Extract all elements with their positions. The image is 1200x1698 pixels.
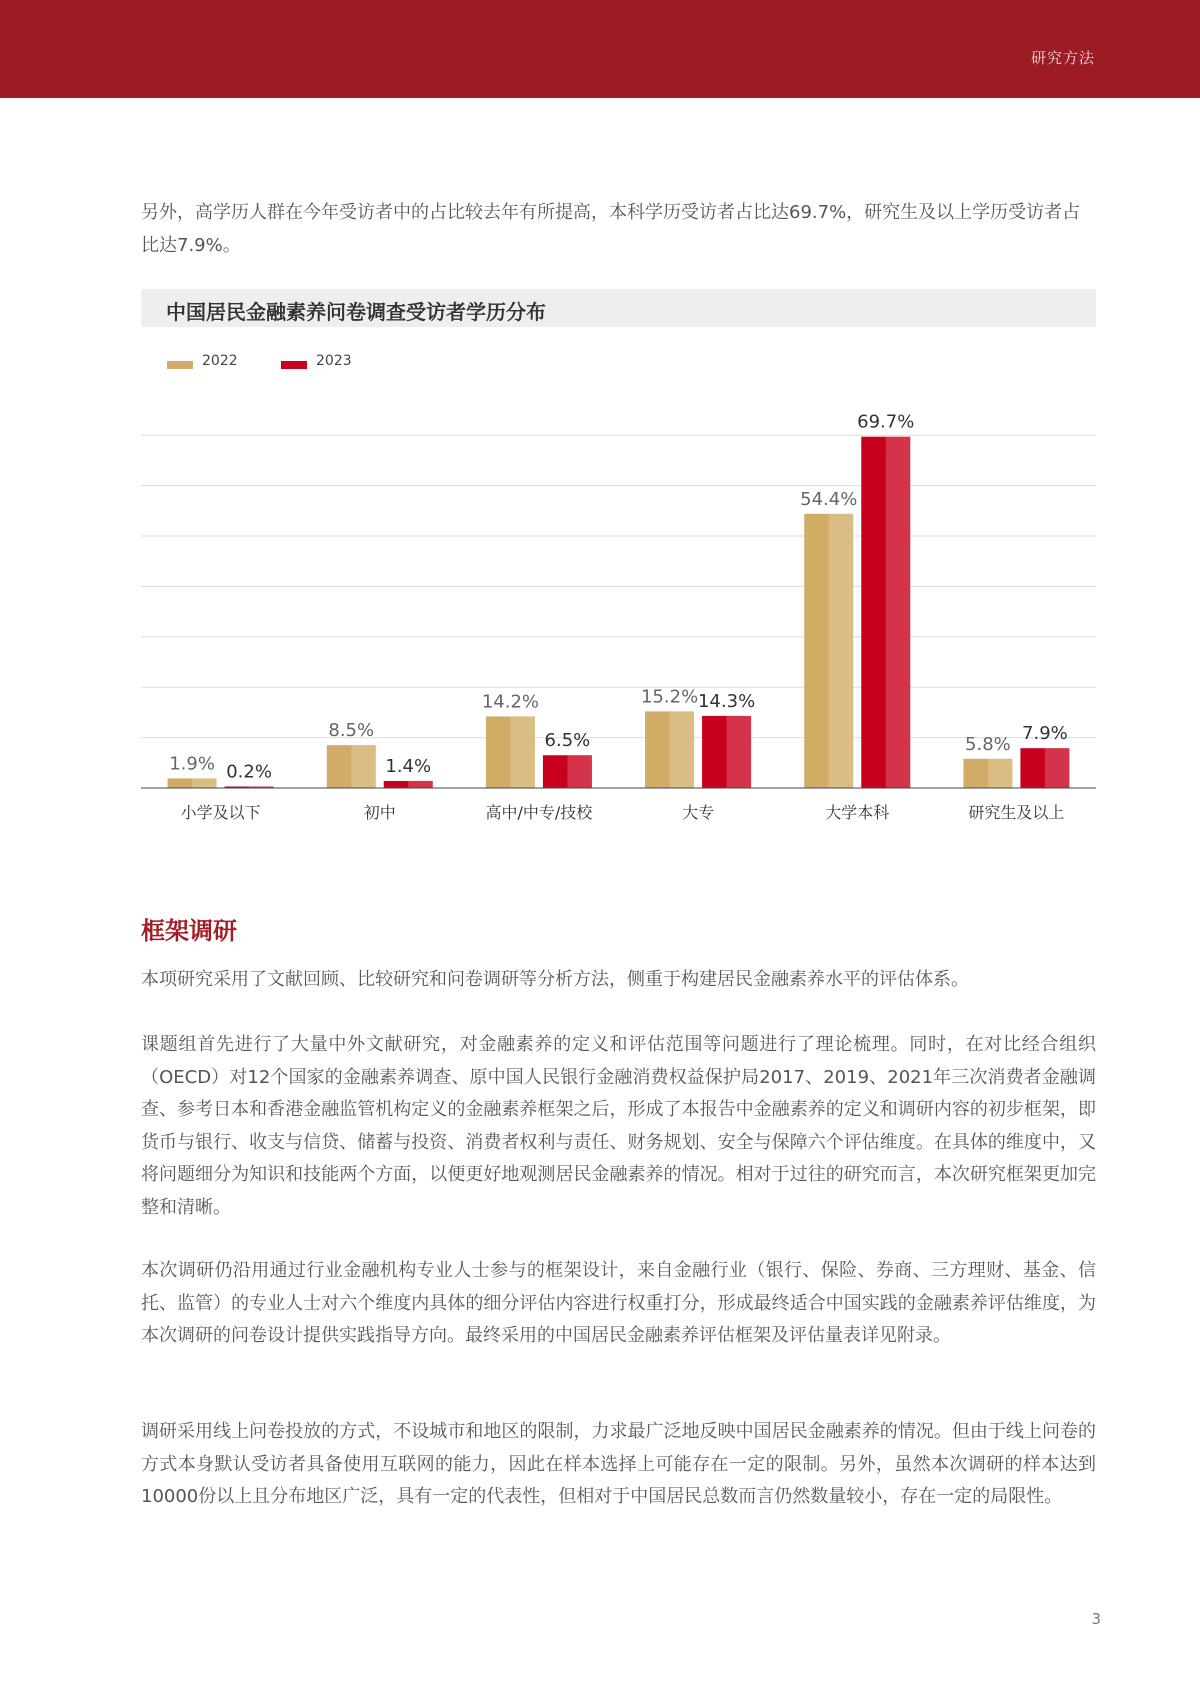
- bar-highlight-2023: [727, 716, 752, 788]
- bar-highlight-2022: [988, 759, 1013, 788]
- intro-paragraph: 另外，高学历人群在今年受访者中的占比较去年有所提高，本科学历受访者占比达69.7%，研究生及以上学历受访者占比达7.9%。: [141, 202, 1081, 256]
- data-label-2023: 1.4%: [385, 755, 432, 777]
- data-label-2022: 15.2%: [640, 686, 699, 708]
- legend-label-2022: 2022: [202, 353, 238, 369]
- bar-highlight-2023: [408, 781, 433, 788]
- bar-highlight-2022: [192, 778, 217, 788]
- chart-title-bar: [141, 289, 1096, 327]
- bar-highlight-2023: [1045, 748, 1070, 788]
- bar-highlight-2023: [567, 755, 592, 788]
- section-paragraph-1: 本项研究采用了文献回顾、比较研究和问卷调研等分析方法，侧重于构建居民金融素养水平的评估体系。: [141, 969, 969, 990]
- x-tick-label: 初中: [363, 803, 396, 822]
- education-bar-chart: [0, 380, 1200, 840]
- data-label-2022: 54.4%: [800, 488, 858, 510]
- section-paragraph-2: 课题组首先进行了大量中外文献研究，对金融素养的定义和评估范围等问题进行了理论梳理。同时，在对比经合组织（OECD）对12个国家的金融素养调查、原中国人民银行金融消费权益保护局2017、2019、2021年三次消费者金融调查、参考日本和香港金融监管机构定义的金融素养框架之后，形成了本报告中金融素养的定义和调研内容的初步框架，即货币与银行、收支与信贷、储蓄与投资、消费者权利与责任、财务规划、安全与保障六个评估维度。在具体的维度中，又将问题细分为知识和技能两个方面，以便更好地观测居民金融素养的情况。相对于过往的研究而言，本次研究框架更加完整和清晰。: [141, 1034, 1096, 1218]
- chart-title: 中国居民金融素养问卷调查受访者学历分布: [166, 300, 546, 324]
- x-tick-label: 高中/中专/技校: [485, 803, 593, 822]
- data-label-2023: 6.5%: [544, 730, 591, 752]
- data-label-2022: 1.9%: [169, 753, 215, 775]
- bar-highlight-2022: [670, 711, 695, 788]
- x-tick-label: 研究生及以上: [968, 803, 1065, 822]
- x-tick-label: 小学及以下: [180, 803, 261, 822]
- legend-swatch-2023: [281, 361, 307, 369]
- section-label: 研究方法: [1030, 49, 1095, 67]
- bar-highlight-2022: [510, 716, 534, 788]
- bar-highlight-2022: [829, 514, 854, 788]
- page-number: 3: [1091, 1610, 1101, 1628]
- legend-label-2023: 2023: [316, 353, 352, 369]
- data-label-2022: 8.5%: [328, 720, 375, 742]
- data-label-2022: 5.8%: [965, 733, 1011, 755]
- data-label-2023: 7.9%: [1022, 723, 1068, 745]
- data-label-2023: 0.2%: [226, 761, 272, 783]
- data-label-2022: 14.2%: [481, 691, 540, 713]
- data-label-2023: 69.7%: [857, 411, 915, 433]
- data-label-2023: 14.3%: [697, 690, 756, 712]
- section-paragraph-3: 本次调研仍沿用通过行业金融机构专业人士参与的框架设计，来自金融行业（银行、保险、券商、三方理财、基金、信托、监管）的专业人士对六个维度内具体的细分评估内容进行权重打分，形成最终适合中国实践的金融素养评估维度，为本次调研的问卷设计提供实践指导方向。最终采用的中国居民金融素养评估框架及评估量表详见附录。: [141, 1260, 1096, 1346]
- x-tick-label: 大学本科: [825, 803, 890, 822]
- bar-highlight-2023: [886, 437, 911, 788]
- legend-swatch-2022: [167, 361, 193, 369]
- bar-highlight-2022: [351, 745, 376, 788]
- section-title: 框架调研: [141, 917, 237, 945]
- x-tick-label: 大专: [682, 803, 715, 822]
- section-paragraph-4: 调研采用线上问卷投放的方式，不设城市和地区的限制，力求最广泛地反映中国居民金融素养的情况。但由于线上问卷的方式本身默认受访者具备使用互联网的能力，因此在样本选择上可能存在一定的限制。另外，虽然本次调研的样本达到10000份以上且分布地区广泛，具有一定的代表性，但相对于中国居民总数而言仍然数量较小，存在一定的局限性。: [141, 1421, 1096, 1507]
- header-bar: [0, 0, 1200, 98]
